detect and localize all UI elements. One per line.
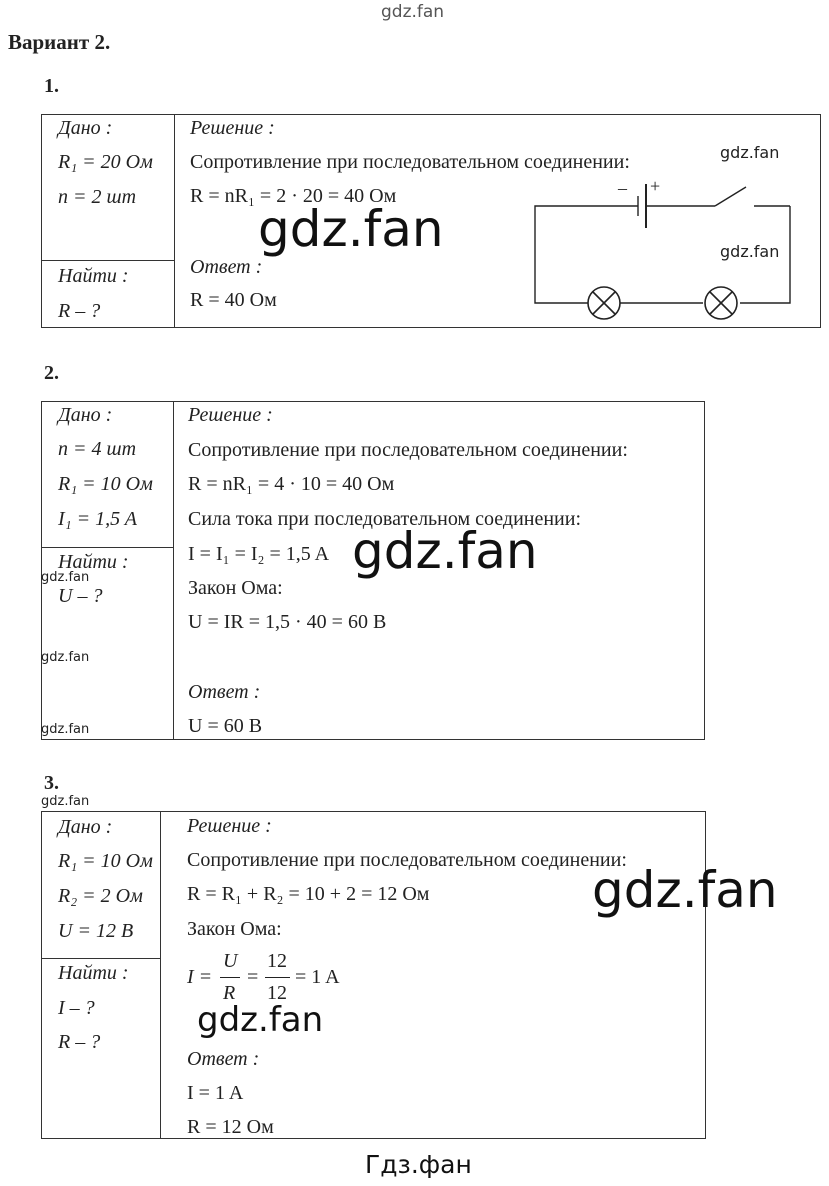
- given-item: R₁ = 20 Ом: [58, 151, 153, 173]
- given-item: R₁ = 10 Ом: [58, 473, 153, 495]
- solution-line: R = nR₁ = 4 · 10 = 40 Ом: [188, 473, 395, 495]
- given-item: R₂ = 2 Ом: [58, 885, 143, 907]
- watermark: gdz.fan: [720, 143, 780, 162]
- given-label: Дано :: [58, 404, 113, 426]
- solution-line: R = nR₁ = 2 · 20 = 40 Ом: [190, 185, 397, 207]
- answer-label: Ответ :: [190, 256, 263, 278]
- divider: [160, 812, 161, 1138]
- solution-line: Закон Ома:: [187, 918, 282, 940]
- watermark: gdz.fan: [41, 650, 90, 665]
- given-item: n = 2 шт: [58, 186, 137, 208]
- watermark: gdz.fan: [41, 570, 90, 585]
- fraction-bar: [265, 977, 290, 978]
- watermark-bottom: Гдз.фан: [365, 1150, 472, 1179]
- find-label: Найти :: [58, 551, 129, 573]
- watermark: gdz.fan: [592, 861, 778, 919]
- formula-rhs: = 1 A: [295, 966, 340, 988]
- watermark: gdz.fan: [41, 794, 90, 809]
- problem-2-number: 2.: [44, 362, 59, 384]
- find-item: U – ?: [58, 585, 103, 607]
- solution-label: Решение :: [187, 815, 272, 837]
- problem-3-number: 3.: [44, 772, 59, 794]
- watermark: gdz.fan: [258, 200, 444, 258]
- problem-1-number: 1.: [44, 75, 59, 97]
- given-label: Дано :: [58, 816, 113, 838]
- fraction-bar: [220, 977, 240, 978]
- solution-label: Решение :: [190, 117, 275, 139]
- answer-line: U = 60 B: [188, 715, 263, 737]
- divider: [173, 402, 174, 739]
- formula-equals: =: [247, 966, 259, 988]
- divider: [174, 115, 175, 327]
- answer-label: Ответ :: [188, 681, 261, 703]
- solution-line: Сила тока при последовательном соединении:: [188, 508, 582, 530]
- solution-line: Сопротивление при последовательном соединении:: [190, 151, 630, 173]
- solution-line: Сопротивление при последовательном соединении:: [187, 849, 627, 871]
- ohm-law-formula: [187, 950, 387, 1006]
- lamp-icon: [588, 287, 620, 319]
- given-item: I₁ = 1,5 A: [58, 508, 137, 530]
- find-label: Найти :: [58, 962, 129, 984]
- divider: [42, 547, 173, 548]
- watermark: gdz.fan: [352, 522, 538, 580]
- solution-line: I = I₁ = I₂ = 1,5 A: [188, 543, 330, 565]
- answer-label: Ответ :: [187, 1048, 260, 1070]
- answer-line: R = 12 Ом: [187, 1116, 274, 1138]
- formula-lhs: I =: [187, 966, 213, 988]
- formula-denominator: R: [223, 982, 236, 1004]
- given-item: U = 12 B: [58, 920, 134, 942]
- given-item: n = 4 шт: [58, 438, 137, 460]
- formula-denominator: 12: [267, 982, 287, 1004]
- watermark: gdz.fan: [41, 722, 90, 737]
- solution-line: Закон Ома:: [188, 577, 283, 599]
- page-title: Вариант 2.: [8, 30, 111, 54]
- solution-label: Решение :: [188, 404, 273, 426]
- solution-line: Сопротивление при последовательном соединении:: [188, 439, 628, 461]
- answer-line: I = 1 A: [187, 1082, 244, 1104]
- given-item: R₁ = 10 Ом: [58, 850, 153, 872]
- formula-numerator: 12: [267, 950, 287, 972]
- watermark: gdz.fan: [197, 1000, 324, 1040]
- formula-numerator: U: [223, 950, 238, 972]
- lamp-icon: [705, 287, 737, 319]
- answer-line: R = 40 Ом: [190, 289, 277, 311]
- watermark-top: gdz.fan: [381, 2, 445, 22]
- divider: [42, 260, 174, 261]
- find-label: Найти :: [58, 265, 129, 287]
- find-item: I – ?: [58, 997, 95, 1019]
- watermark: gdz.fan: [720, 242, 780, 261]
- divider: [42, 958, 160, 959]
- solution-line: R = R₁ + R₂ = 10 + 2 = 12 Ом: [187, 883, 430, 905]
- given-label: Дано :: [58, 117, 113, 139]
- find-item: R – ?: [58, 1031, 101, 1053]
- solution-line: U = IR = 1,5 · 40 = 60 B: [188, 611, 387, 633]
- find-item: R – ?: [58, 300, 101, 322]
- battery-plus-label: +: [650, 176, 661, 196]
- battery-minus-label: –: [618, 178, 627, 198]
